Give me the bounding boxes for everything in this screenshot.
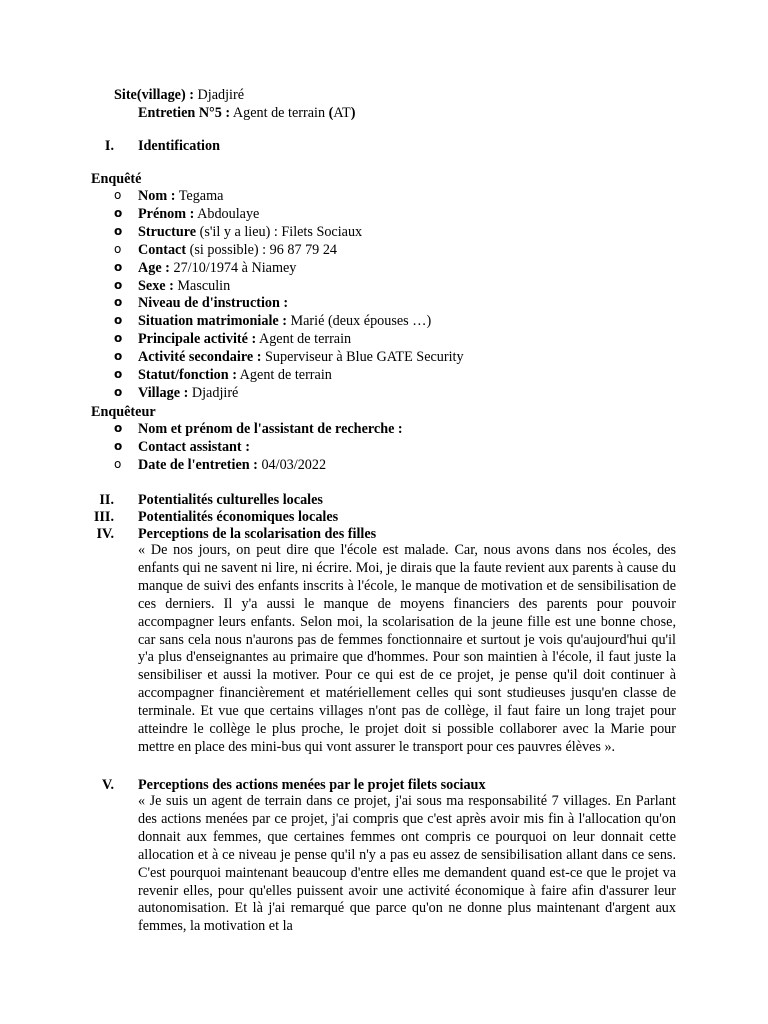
list-item-label: Contact bbox=[138, 241, 187, 258]
section-title-text: Potentialités culturelles locales bbox=[138, 492, 323, 508]
list-item bbox=[138, 420, 403, 438]
list-item bbox=[138, 241, 337, 259]
list-item-label: Date de l'entretien : bbox=[138, 457, 258, 473]
section-title bbox=[138, 137, 220, 155]
list-bullet: o bbox=[114, 259, 123, 274]
section-number: V. bbox=[102, 777, 114, 793]
list-bullet: o bbox=[114, 241, 122, 256]
list-item-value: Masculin bbox=[173, 277, 231, 294]
list-item-value: 27/10/1974 à Niamey bbox=[169, 259, 297, 276]
list-item bbox=[138, 312, 431, 330]
list-item-value: (si possible) : 96 87 79 24 bbox=[186, 241, 338, 258]
paragraph-scolarisation: « De nos jours, on peut dire que l'école est malade. Car, nous avons dans nos écoles, des enfants qui ne savent ni lire, ni écrire. Moi, je dirais que la faute revient aux parents à cause du manque de suivi des enfants inscrits à l'école, le manque de motivation et de sensibilisation de ces derniers. Il y'a aussi le manque de moyens financiers des parents pour pouvoir accompagner leurs enfants. Selon moi, la scolarisation de la jeune fille est une bonne chose, car sans cela nous n'aurons pas de femmes fonctionnaire et surtout je vois qu'aujourd'hui qu'il y'a plus d'enseignantes au primaire que d'hommes. Pour son maintien à l'école, il faut juste la sensibiliser et aussi la motiver. Pour ce qui est de ce projet, je pense qu'il doit continuer à accompagner financièrement et matériellement celles qui sont studieuses jusqu'en classe de terminale. Et vue que certains villages n'ont pas de collège, il faut faire un long trajet pour atteindre le collège le plus proche, le projet doit si possible collaborer avec la Marie pour mettre en place des mini-bus qui vont assurer le transport pour ces pauvres élèves ». bbox=[138, 542, 676, 755]
list-item-value: Djadjiré bbox=[188, 384, 239, 401]
section-title-text: Perceptions des actions menées par le projet filets sociaux bbox=[138, 777, 486, 793]
entretien-paren-close: ) bbox=[350, 105, 356, 121]
site-label: Site(village) : bbox=[114, 87, 194, 103]
list-item bbox=[138, 384, 238, 402]
list-item-label: Structure bbox=[138, 223, 197, 240]
list-item-value: (s'il y a lieu) : Filets Sociaux bbox=[196, 223, 363, 240]
list-item bbox=[138, 223, 362, 241]
section-title-text: Potentialités économiques locales bbox=[138, 509, 339, 525]
enquete-heading-text: Enquêté bbox=[91, 171, 142, 187]
list-item bbox=[138, 330, 351, 348]
enqueteur-heading bbox=[91, 403, 156, 421]
section-title bbox=[138, 491, 323, 509]
section-title bbox=[138, 508, 338, 526]
list-item bbox=[138, 294, 288, 312]
list-bullet: o bbox=[114, 313, 123, 328]
entretien-line bbox=[138, 104, 355, 122]
list-item-label: Principale activité : bbox=[138, 331, 257, 348]
list-item bbox=[138, 187, 223, 205]
site-value: Djadjiré bbox=[193, 87, 245, 103]
list-item bbox=[138, 366, 332, 384]
list-bullet: o bbox=[114, 421, 123, 435]
list-bullet: o bbox=[114, 188, 122, 202]
list-item bbox=[138, 205, 259, 223]
list-item-label: Niveau de d'instruction : bbox=[138, 295, 289, 312]
list-bullet: o bbox=[114, 367, 123, 381]
list-item-label: Prénom : bbox=[138, 205, 195, 222]
section-number: IV. bbox=[96, 526, 114, 542]
entretien-paren-inner: AT bbox=[333, 105, 351, 121]
list-bullet: o bbox=[114, 205, 123, 220]
list-item bbox=[138, 259, 296, 277]
list-item-value: Agent de terrain bbox=[236, 367, 332, 383]
list-item-value: Superviseur à Blue GATE Security bbox=[261, 349, 464, 366]
list-item bbox=[138, 456, 326, 474]
list-bullet: o bbox=[114, 277, 123, 292]
entretien-label: Entretien N°5 : bbox=[138, 105, 231, 121]
list-bullet: o bbox=[114, 439, 123, 453]
entretien-value: Agent de terrain bbox=[230, 105, 329, 121]
section-number: III. bbox=[93, 509, 114, 525]
enqueteur-heading-text: Enquêteur bbox=[91, 404, 156, 420]
paragraph-actions: « Je suis un agent de terrain dans ce projet, j'ai sous ma responsabilité 7 villages. En Parlant des actions menées par ce projet, j'ai compris que c'est après avoir mis fin à l'allocation qu'on donnait aux femmes, que certaines femmes ont compris ce pourquoi on leur donnait cette allocation et à ce niveau je pense qu'il n'y a pas eu assez de sensibilisation allant dans ce sens. C'est pourquoi maintenant beaucoup d'entre elles me demandent quand est-ce que le projet va revenir elles, pour qu'elles puissent avoir une activité économique à faire afin d'assurer leur autonomisation. Et là j'ai remarqué que parce qu'on ne donne plus maintenant d'argent aux femmes, la motivation et la bbox=[138, 793, 676, 935]
list-item-label: Sexe : bbox=[138, 277, 174, 294]
list-item-label: Nom : bbox=[138, 188, 176, 204]
section-title bbox=[138, 776, 486, 794]
section-title bbox=[138, 525, 376, 543]
list-item-label: Activité secondaire : bbox=[138, 349, 262, 366]
list-item-value: Agent de terrain bbox=[256, 331, 352, 348]
list-item-value: Tegama bbox=[175, 188, 224, 204]
list-bullet: o bbox=[114, 295, 123, 310]
list-item-label: Age : bbox=[138, 259, 170, 276]
list-item-label: Statut/fonction : bbox=[138, 367, 237, 383]
list-item-label: Situation matrimoniale : bbox=[138, 313, 287, 330]
section-number: II. bbox=[99, 492, 114, 508]
list-item-label: Village : bbox=[138, 384, 189, 401]
enquete-heading bbox=[91, 170, 141, 188]
list-bullet: o bbox=[114, 384, 123, 399]
list-item-value: Abdoulaye bbox=[194, 205, 260, 222]
list-item bbox=[138, 277, 230, 295]
list-item-value: Marié (deux épouses …) bbox=[286, 313, 432, 330]
section-number: I. bbox=[104, 138, 114, 154]
entretien-paren-open: ( bbox=[328, 105, 334, 121]
list-bullet: o bbox=[114, 349, 123, 364]
list-item bbox=[138, 348, 464, 366]
list-item-label: Contact assistant : bbox=[138, 439, 250, 455]
list-item-value: 04/03/2022 bbox=[257, 457, 327, 473]
section-title-text: Perceptions de la scolarisation des filles bbox=[138, 526, 377, 542]
site-line bbox=[114, 86, 244, 104]
list-item bbox=[138, 438, 250, 456]
list-bullet: o bbox=[114, 457, 122, 471]
list-bullet: o bbox=[114, 223, 123, 238]
list-bullet: o bbox=[114, 331, 123, 346]
list-item-label: Nom et prénom de l'assistant de recherche : bbox=[138, 421, 403, 437]
section-title-text: Identification bbox=[138, 138, 220, 154]
